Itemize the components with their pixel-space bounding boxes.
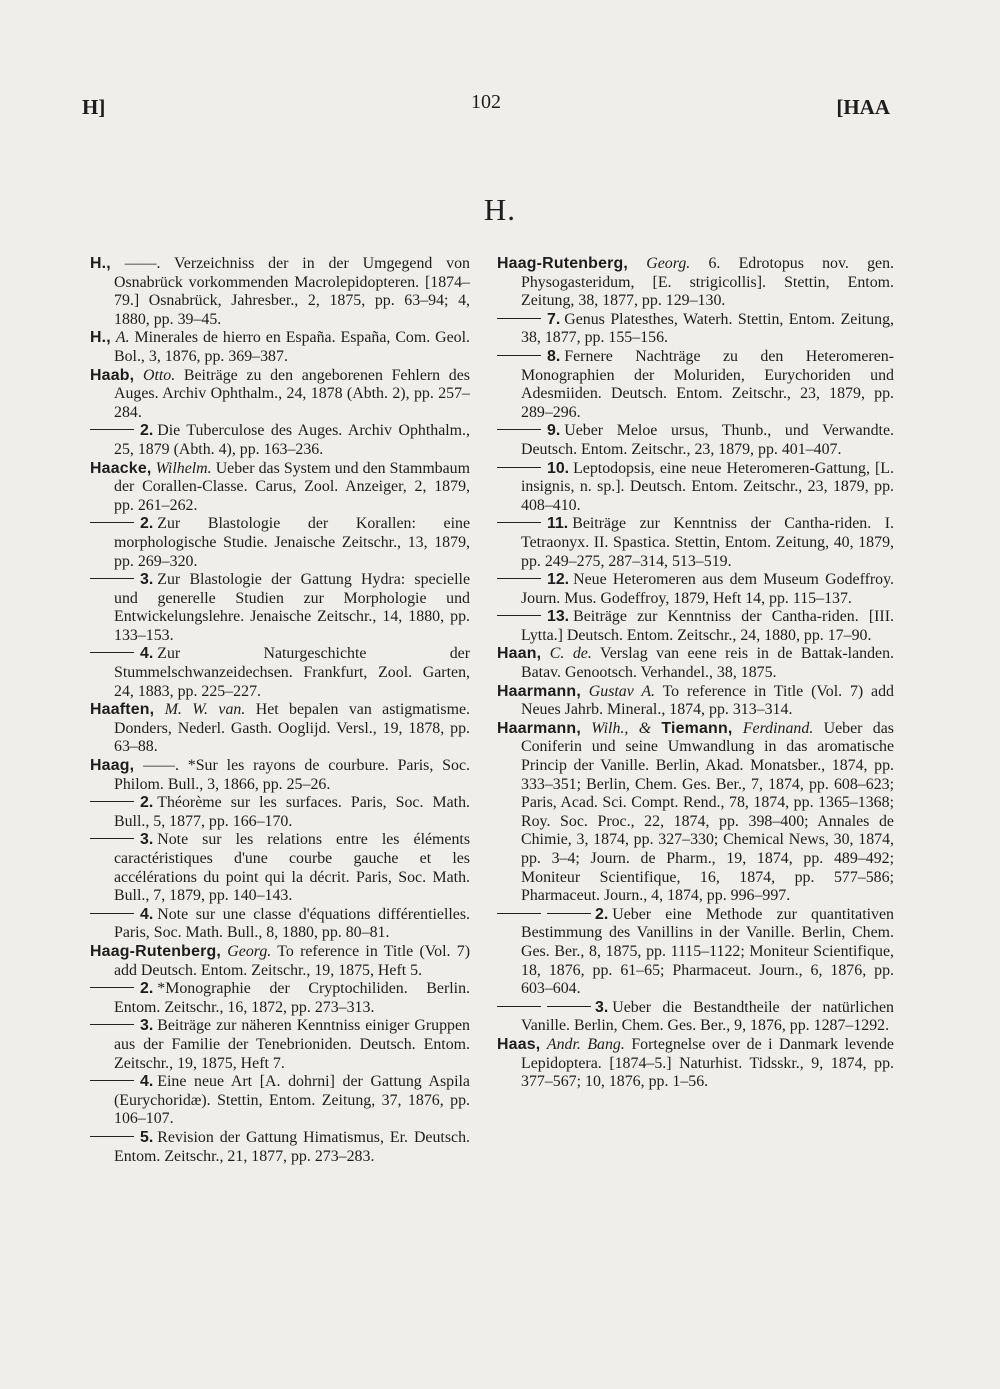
entry-text: Die Tuberculose des Auges. Archiv Ophthalm., 25, 1879 (Abth. 4), pp. 163–236.	[114, 422, 470, 458]
bibliography-entry	[90, 794, 470, 831]
ditto-dash	[497, 355, 541, 356]
ditto-dash	[90, 913, 134, 914]
bibliography-entry	[90, 943, 470, 980]
entry-author: H.,	[90, 329, 111, 347]
entry-text: 6. Edrotopus nov. gen. Physogasteridum, [E. strigicollis]. Stettin, Entom. Zeitung, 38, 1877, pp. 129–130.	[521, 255, 894, 310]
entry-text: ——. Verzeichniss der in der Umgegend von Osnabrück vorkommenden Macrolepidopteren. [1874–79.] Osnabrück, Jahresber., 2, 1875, pp. 63–94; 4, 1880, pp. 39–45.	[114, 255, 471, 328]
entry-number: 9.	[547, 422, 561, 440]
entry-coauthor-given-name: Ferdinand.	[742, 719, 814, 737]
bibliography-entry	[90, 831, 470, 905]
ditto-dash	[90, 522, 134, 523]
entry-given-name: Otto.	[142, 366, 176, 384]
entry-author: Haag-Rutenberg,	[497, 255, 629, 272]
entry-text: Note sur une classe d'équations différentielles. Paris, Soc. Math. Bull., 8, 1880, pp. 80–81.	[114, 905, 470, 942]
entry-number: 12.	[547, 571, 570, 589]
entry-text: Ueber eine Methode zur quantitativen Bestimmung des Vanillins in der Vanille. Berlin, Chem. Ges. Ber., 8, 1875, pp. 1115–1122; Moniteur Scientifique, 18, 1876, pp. 61–65; Pharmaceut. Journ., 6, 1876, pp. 603–604.	[521, 905, 894, 998]
bibliography-entry	[497, 645, 894, 682]
entry-author: H.,	[90, 255, 111, 272]
running-head-right: [HAA	[836, 95, 890, 119]
entry-text: *Monographie der Cryptochiliden. Berlin. Entom. Zeitschr., 16, 1872, pp. 273–313.	[114, 980, 470, 1016]
entry-number: 2.	[140, 422, 154, 440]
entry-author: Haaften,	[90, 701, 155, 719]
section-letter: H.	[483, 192, 517, 227]
ditto-dash	[90, 801, 134, 802]
bibliography-entry	[90, 329, 470, 366]
entry-number: 3.	[140, 831, 154, 849]
running-head	[82, 91, 890, 125]
entry-text: To reference in Title (Vol. 7) add Deutsch. Entom. Zeitschr., 19, 1875, Heft 5.	[114, 942, 470, 979]
entry-text: Ueber das Coniferin und seine Umwandlung in das aromatische Princip der Vanille. Berlin, Akad. Monatsber., 1874, pp. 333–351; Berlin, Chem. Ges. Ber., 7, 1874, pp. 608–623; Paris, Acad. Sci. Compt. Rend., 78, 1874, pp. 1365–1368; Roy. Soc. Proc., 22, 1874, pp. 398–400; Annales de Chimie, 3, 1874, pp. 327–330; Chemical News, 30, 1874, pp. 3–4; Journ. de Pharm., 19, 1874, pp. 489–492; Moniteur Scientifique, 16, 1874, pp. 577–586; Pharmaceut. Journ., 4, 1874, pp. 996–997.	[521, 719, 894, 905]
entry-text: To reference in Title (Vol. 7) add Neues Jahrb. Mineral., 1874, pp. 313–314.	[521, 682, 894, 719]
ditto-dash	[497, 578, 541, 579]
entry-given-name: Wilh., &	[591, 719, 652, 737]
entry-author: Haarmann,	[497, 719, 581, 737]
entry-text: Fortegnelse over de i Danmark levende Lepidoptera. [1874–5.] Naturhist. Tidsskr., 9, 1874, pp. 377–567; 10, 1876, pp. 1–56.	[521, 1035, 894, 1091]
bibliography-entry	[497, 255, 894, 311]
ditto-dash	[547, 913, 591, 914]
bibliography-entry	[90, 571, 470, 645]
ditto-dash	[90, 1136, 134, 1137]
ditto-dash	[547, 1006, 591, 1007]
bibliography-entry	[497, 571, 894, 608]
entry-text: Beiträge zur Kenntniss der Cantha-riden. [III. Lytta.] Deutsch. Entom. Zeitschr., 24, 1880, pp. 17–90.	[521, 608, 894, 644]
entry-coauthor: Tiemann,	[661, 719, 733, 737]
entry-number: 5.	[140, 1128, 154, 1146]
bibliography-entry	[90, 460, 470, 516]
entry-number: 4.	[140, 905, 154, 923]
entry-given-name: Wilhelm.	[155, 459, 212, 477]
page-number: 102	[471, 91, 501, 113]
ditto-dash	[90, 578, 134, 579]
ditto-dash	[497, 318, 541, 319]
entry-text: Fernere Nachträge zu den Heteromeren-Monographien der Moluriden, Eurychoriden und Adesmiiden. Deutsch. Entom. Zeitschr., 23, 1879, pp. 289–296.	[521, 347, 894, 421]
entry-author: Haag,	[90, 757, 135, 775]
entry-number: 7.	[547, 310, 561, 328]
bibliography-entry	[90, 367, 470, 423]
entry-text: Neue Heteromeren aus dem Museum Godeffroy. Journ. Mus. Godeffroy, 1879, Heft 14, pp. 115–137.	[521, 571, 894, 607]
entry-number: 2.	[140, 515, 154, 533]
bibliography-entry	[497, 311, 894, 348]
entry-number: 10.	[547, 459, 570, 477]
entry-number: 4.	[140, 645, 154, 663]
entry-text: Zur Naturgeschichte der Stummelschwanzeidechsen. Frankfurt, Zool. Garten, 24, 1883, pp. 225–227.	[114, 645, 470, 700]
entry-author: Haas,	[497, 1035, 541, 1053]
entry-number: 8.	[547, 347, 561, 365]
bibliography-entry	[90, 701, 470, 757]
entry-author: Haag-Rutenberg,	[90, 942, 222, 960]
entry-text: Zur Blastologie der Korallen: eine morphologische Studie. Jenaische Zeitschr., 13, 1879, pp. 269–320.	[114, 515, 470, 570]
entry-given-name: C. de.	[549, 645, 592, 663]
entry-text: Théorème sur les surfaces. Paris, Soc. Math. Bull., 5, 1877, pp. 166–170.	[114, 794, 470, 830]
bibliography-entry	[90, 515, 470, 571]
entry-number: 3.	[595, 998, 609, 1016]
entry-given-name: Andr. Bang.	[546, 1035, 625, 1053]
ditto-dash	[497, 467, 541, 468]
bibliography-entry	[497, 906, 894, 999]
entry-text: ——. *Sur les rayons de courbure. Paris, Soc. Philom. Bull., 3, 1866, pp. 25–26.	[114, 757, 470, 793]
entry-author: Haarmann,	[497, 682, 581, 700]
bibliography-entry	[90, 1017, 470, 1073]
entry-number: 2.	[140, 980, 154, 998]
entry-text: Beiträge zur näheren Kenntniss einiger Gruppen aus der Familie der Tenebrioniden. Deutsch. Entom. Zeitschr., 19, 1875, Heft 7.	[114, 1017, 470, 1072]
ditto-dash	[497, 615, 541, 616]
ditto-dash	[497, 429, 541, 430]
entry-author: Haacke,	[90, 459, 152, 477]
entry-text: Eine neue Art [A. dohrni] der Gattung Aspila (Eurychoridæ). Stettin, Entom. Zeitung, 37, 1876, pp. 106–107.	[114, 1073, 470, 1128]
entry-text: Zur Blastologie der Gattung Hydra: specielle und generelle Studien zur Morphologie und Entwickelungslehre. Jenaische Zeitschr., 14, 1880, pp. 133–153.	[114, 571, 470, 644]
entry-author: Haan,	[497, 645, 542, 663]
entry-number: 3.	[140, 1017, 154, 1035]
bibliography-entry	[90, 255, 470, 329]
entry-number: 3.	[140, 571, 154, 589]
ditto-dash	[90, 987, 134, 988]
entry-given-name: Georg.	[227, 942, 272, 960]
ditto-dash	[90, 838, 134, 839]
bibliography-entry	[497, 683, 894, 720]
bibliography-entry	[497, 460, 894, 516]
entry-text: Minerales de hierro en España. España, Com. Geol. Bol., 3, 1876, pp. 369–387.	[114, 329, 471, 365]
entry-text: Revision der Gattung Himatismus, Er. Deutsch. Entom. Zeitschr., 21, 1877, pp. 273–283.	[114, 1128, 470, 1165]
entry-given-name: Georg.	[646, 255, 691, 272]
bibliography-entry	[497, 1036, 894, 1092]
entry-text: Ueber das System und den Stammbaum der Corallen-Classe. Carus, Zool. Anzeiger, 2, 1879, pp. 261–262.	[114, 459, 470, 514]
bibliography-entry	[90, 980, 470, 1017]
left-column	[90, 255, 470, 1166]
entry-text: Ueber die Bestandtheile der natürlichen Vanille. Berlin, Chem. Ges. Ber., 9, 1876, pp. 1287–1292.	[521, 998, 894, 1035]
bibliography-entry	[90, 757, 470, 794]
entry-author: Haab,	[90, 366, 135, 384]
entry-text: Verslag van eene reis in de Battak-landen. Batav. Genootsch. Verhandel., 38, 1875.	[521, 645, 894, 682]
bibliography-entry	[90, 645, 470, 701]
entry-number: 2.	[140, 794, 154, 812]
entry-text: Het bepalen van astigmatisme. Donders, Nederl. Gasth. Ooglijd. Versl., 19, 1878, pp. 63–88.	[114, 701, 470, 756]
entry-text: Beiträge zu den angeborenen Fehlern des Auges. Archiv Ophthalm., 24, 1878 (Abth. 2), pp. 257–284.	[114, 366, 470, 421]
bibliography-entry	[90, 422, 470, 459]
entry-number: 13.	[547, 608, 570, 626]
ditto-dash	[497, 913, 541, 914]
bibliography-entry	[497, 348, 894, 422]
entry-text: Note sur les relations entre les éléments caractéristiques d'une courbe gauche et les accélérations du point qui la décrit. Paris, Soc. Math. Bull., 7, 1879, pp. 140–143.	[114, 831, 470, 905]
bibliography-entry	[90, 1073, 470, 1129]
bibliography-entry	[497, 608, 894, 645]
bibliography-entry	[497, 515, 894, 571]
bibliography-entry	[90, 906, 470, 943]
bibliography-entry	[497, 720, 894, 906]
ditto-dash	[90, 1024, 134, 1025]
bibliography-entry	[497, 422, 894, 459]
ditto-dash	[90, 652, 134, 653]
ditto-dash	[90, 1080, 134, 1081]
entry-number: 4.	[140, 1073, 154, 1091]
ditto-dash	[497, 522, 541, 523]
ditto-dash	[497, 1006, 541, 1007]
entry-given-name: M. W. van.	[164, 701, 246, 719]
entry-number: 2.	[595, 905, 609, 923]
bibliography-entry	[90, 1129, 470, 1166]
entry-text: Genus Platesthes, Waterh. Stettin, Entom. Zeitung, 38, 1877, pp. 155–156.	[521, 310, 894, 347]
right-column	[497, 255, 894, 1092]
entry-given-name: A.	[115, 329, 130, 347]
entry-text: Ueber Meloe ursus, Thunb., und Verwandte. Deutsch. Entom. Zeitschr., 23, 1879, pp. 401–407.	[521, 422, 894, 458]
entry-number: 11.	[547, 515, 569, 533]
entry-given-name: Gustav A.	[588, 682, 656, 700]
entry-text: Leptodopsis, eine neue Heteromeren-Gattung, [L. insignis, n. sp.]. Deutsch. Entom. Zeitschr., 23, 1879, pp. 408–410.	[521, 459, 894, 514]
running-head-left: H]	[82, 95, 106, 119]
bibliography-entry	[497, 999, 894, 1036]
ditto-dash	[90, 429, 134, 430]
entry-text: Beiträge zur Kenntniss der Cantha-riden. I. Tetraonyx. II. Spastica. Stettin, Entom. Zeitung, 40, 1879, pp. 249–275, 287–314, 513–519.	[521, 515, 894, 570]
